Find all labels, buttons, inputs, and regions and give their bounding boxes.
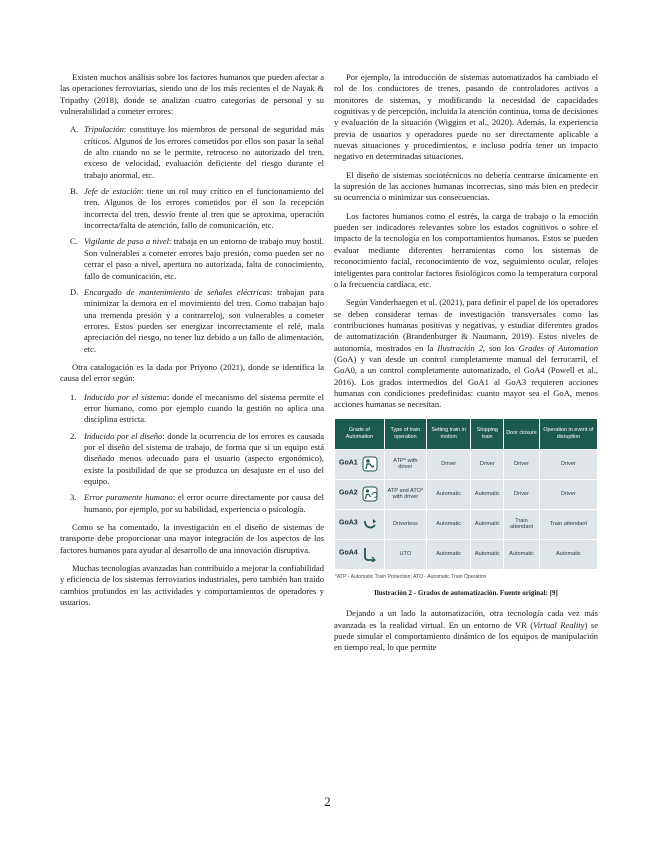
table-cell: Driver xyxy=(540,480,597,509)
table-cell: Automatic xyxy=(427,480,470,509)
left-column xyxy=(60,72,324,615)
figure-reference: Ilustración 2 xyxy=(437,342,483,353)
table-row xyxy=(335,450,597,479)
table-header-row xyxy=(335,419,597,449)
grade-cell xyxy=(335,510,384,539)
unattended-icon xyxy=(362,546,378,562)
goa-figure xyxy=(334,418,598,583)
table-row xyxy=(335,540,597,569)
table-cell: Driver xyxy=(540,450,597,479)
list-item: 1. Inducido por el sistema: donde el mecanismo del sistema permite el error humano, como por ejemplo cuando la gestión no aplica una disciplina estricta. xyxy=(70,391,324,425)
paragraph: Como se ha comentado, la investigación en el diseño de sistemas de transporte debe proporcionar una mayor integración de los aspectos de los factores humanos para ayudar al desarrollo de una innovación disruptiva. xyxy=(60,522,324,555)
column-header: Setting train in motion xyxy=(427,419,470,449)
table-cell: Automatic xyxy=(471,510,503,539)
paragraph: Según Vanderhaegen et al. (2021), para definir el papel de los operadores se deben considerar temas de investigación transversales como las contribuciones humanas positivas y negativas, y estudiar diferentes grados de automatización (Brandenburger & Naumann, 2019). Estos niveles de autonomía, mostrados en la Ilustración 2, son los Grades of Automation (GoA) y van desde un control completamente manual del ferrocarril, el GoA0, a un control completamente automatizado, el GoA4 (Powell et al., 2016). Los grados intermedios del GoA1 al GoA3 requieren acciones humanas con condiciones predefinidas: cuanto mayor sea el GoA, menos acciones humanas se necesitan. xyxy=(334,297,598,410)
grade-label: GoA3 xyxy=(339,519,358,527)
grade-cell xyxy=(335,450,384,479)
page-number: 2 xyxy=(324,794,331,809)
grade-label: GoA1 xyxy=(339,459,358,467)
table-row xyxy=(335,510,597,539)
table-cell: Driver xyxy=(427,450,470,479)
table-cell: Driverless xyxy=(385,510,426,539)
grade-cell xyxy=(335,480,384,509)
list-item: 3. Error puramente humano: el error ocurre directamente por causa del humano, por ejemplo, por su habilidad, experiencia o psicología. xyxy=(70,492,324,514)
list-item: D. Encargado de mantenimiento de señales eléctricas: trabajan para minimizar la demora en el movimiento del tren. Como trabajan bajo una tremenda presión y a contrarreloj, son vulnerables a cometer errores. Estos pueden ser energizar incorrectamente el relé, mala apreciación del riesgo, no tener luz debido a un fallo de alimentación, etc. xyxy=(70,286,324,354)
grade-cell xyxy=(335,540,384,569)
column-header: Door closure xyxy=(504,419,538,449)
table-row xyxy=(335,480,597,509)
paragraph: Muchas tecnologías avanzadas han contribuido a mejorar la confiabilidad y eficiencia de los sistemas ferroviarios industriales, pero también han traído cambios profundos en las actividades y comportamientos de operadores y usuarios. xyxy=(60,563,324,608)
personnel-categories-list xyxy=(60,124,324,355)
table-footnote: *ATP - Automatic Train Protection; ATO - Automatic Train Operation xyxy=(335,573,487,580)
table-cell: Automatic xyxy=(427,540,470,569)
grade-label: GoA2 xyxy=(339,489,358,497)
table-cell: Driver xyxy=(471,450,503,479)
column-header: Type of train operation xyxy=(385,419,426,449)
column-header: Operation in event of disruption xyxy=(540,419,597,449)
paragraph: Otra catalogación es la dada por Priyono (2021), donde se identifica la causa del error según: xyxy=(60,361,324,384)
table-cell: ATP and ATO* with driver xyxy=(385,480,426,509)
list-item: A. Tripulación: constituye los miembros de personal de seguridad más críticos. Algunos de los errores cometidos por ellos son pasar la señal de alto cuando no se le permite, retroceso no autorizado del tren, exceso de velocidad, evaluación deficiente del riesgo durante el trabajo anormal, etc. xyxy=(70,124,324,180)
table-cell: Automatic xyxy=(540,540,597,569)
paragraph: El diseño de sistemas sociotécnicos no debería centrarse únicamente en la supresión de las acciones humanas incorrectas, sino más bien en predecir su ocurrencia o minimizar sus consecuencias. xyxy=(334,169,598,203)
table-cell: Automatic xyxy=(471,540,503,569)
table-cell: ATP* with driver xyxy=(385,450,426,479)
goa-table xyxy=(334,418,598,570)
table-cell: Driver xyxy=(504,450,538,479)
table-cell: Automatic xyxy=(427,510,470,539)
grade-label: GoA4 xyxy=(339,549,358,557)
driverless-icon xyxy=(362,516,378,532)
column-header: Stopping train xyxy=(471,419,503,449)
paragraph: Dejando a un lado la automatización, otra tecnología cada vez más avanzada es la realidad virtual. En un entorno de VR (Virtual Reality) se puede simular el comportamiento dinámico de los equipos de manipulación en tiempo real, lo que permite xyxy=(334,608,598,653)
table-cell: Automatic xyxy=(471,480,503,509)
table-cell: Driver xyxy=(504,480,538,509)
intro-paragraph: Existen muchos análisis sobre los factores humanos que pueden afectar a las operaciones ferroviarias, siendo uno de los más recientes el de Nayak & Tripathy (2018), donde se analizan cuatro categorías de personal y su vulnerabilidad a cometer errores: xyxy=(60,72,324,117)
list-item: C. Vigilante de paso a nivel: trabaja en un entorno de trabajo muy hostil. Son vulnerables a cometer errores bajo presión, como pueden ser no cerrar el paso a nivel, apertura no autorizada, falta de conocimiento, fallo de comunicación, etc. xyxy=(70,236,324,281)
table-cell: Train attendant xyxy=(504,510,538,539)
column-header: Grade of Automation xyxy=(335,419,384,449)
table-cell: Train attendant xyxy=(540,510,597,539)
table-cell: Automatic xyxy=(504,540,538,569)
paragraph: Los factores humanos como el estrés, la carga de trabajo o la emoción pueden ser indicadores relevantes sobre los estados cognitivos o sobre el impacto de la tecnología en los comportamientos humanos. Estos se pueden evaluar mediante diferentes herramientas como los sistemas de reconocimiento facial, reconocimiento de voz, seguimiento ocular, relojes inteligentes para controlar factores fisiológicos como la temperatura corporal o la frecuencia cardíaca, etc. xyxy=(334,210,598,289)
table-cell: UTO xyxy=(385,540,426,569)
driver-automatic-icon xyxy=(362,486,378,502)
error-causes-list xyxy=(60,392,324,515)
right-column xyxy=(334,72,598,661)
list-item: B. Jefe de estación: tiene un rol muy crítico en el funcionamiento del tren. Algunos de los errores cometidos por él son la recepción incorrecta del tren, desvío frente al tren que se aproxima, operación incorrecta/falta de atención, fallo de comunicación, etc. xyxy=(70,186,324,231)
paragraph: Por ejemplo, la introducción de sistemas automatizados ha cambiado el rol de los conductores de trenes, pasando de controladores activos a monitores de sistemas, y modificando la necesidad de capacidades cognitivas y de percepción, incluida la atención continua, toma de decisiones y evaluación de la situación (Wiggins et al., 2020). Además, la experiencia previa de usuarios y operadores puede no ser directamente aplicable a nuevas situaciones y procedimientos, e incluso podría tener un impacto negativo en determinadas situaciones. xyxy=(334,72,598,162)
figure-caption: Ilustración 2 - Grados de automatización. Fuente original: [9] xyxy=(374,588,558,597)
list-item: 2. Inducido por el diseño: donde la ocurrencia de los errores es causada por el diseño del sistema de trabajo, de forma que si un equipo está diseñado menos adecuado para el usuario (aspecto ergonómico), existe la posibilidad de que se produzca un desajuste en el uso del equipo. xyxy=(70,430,324,486)
driver-icon xyxy=(362,456,378,472)
